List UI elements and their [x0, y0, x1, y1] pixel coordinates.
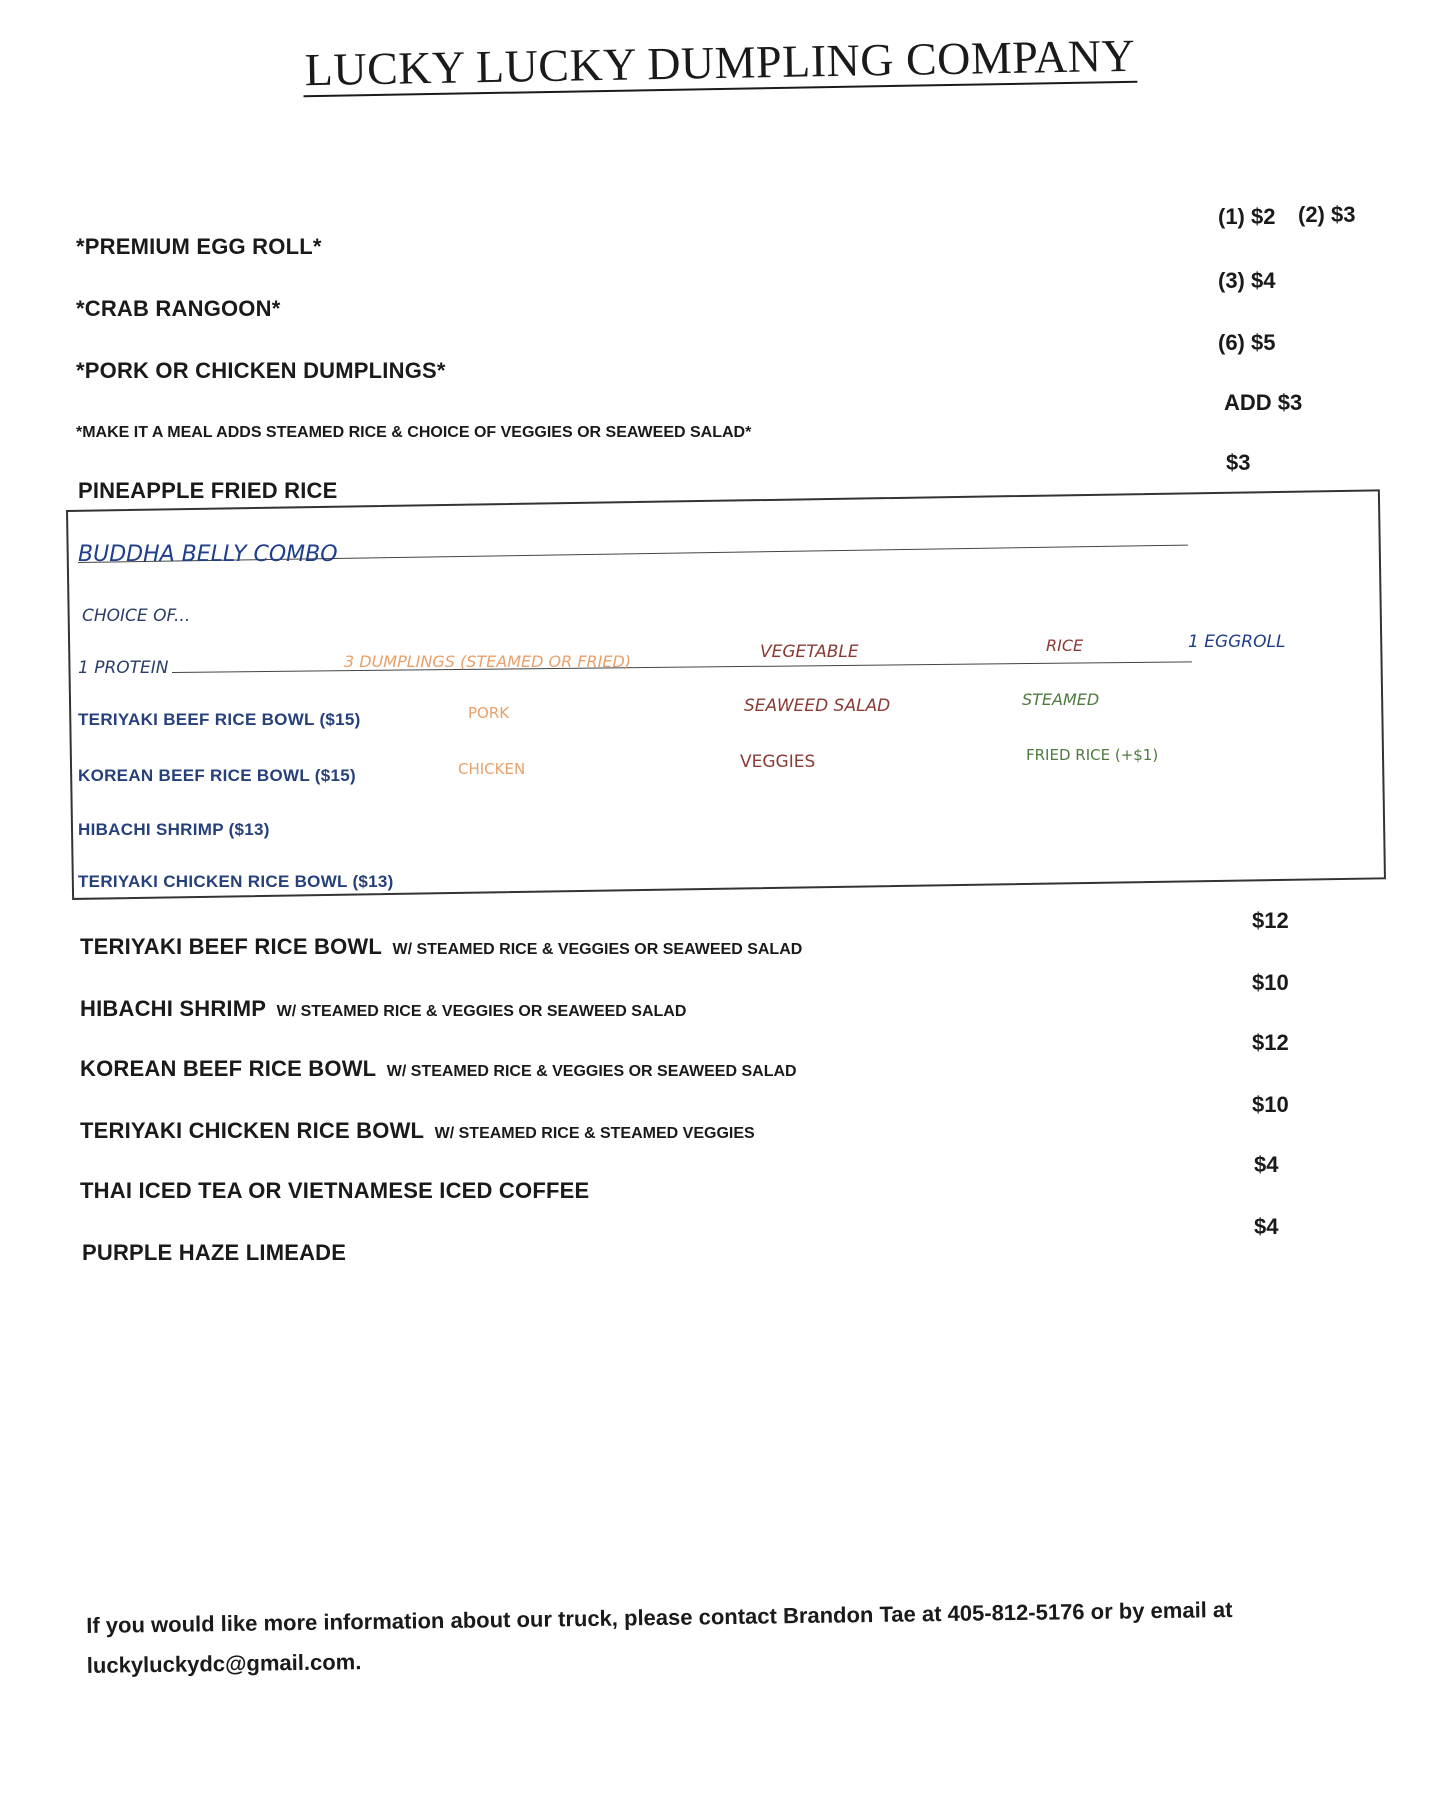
price-teriyaki-chicken: $10: [1252, 1092, 1289, 1117]
combo-protein-korean-beef: KOREAN BEEF RICE BOWL ($15): [78, 766, 356, 785]
item-name: TERIYAKI BEEF RICE BOWL: [80, 934, 383, 959]
combo-title: BUDDHA BELLY COMBO: [78, 542, 338, 567]
item-name: TERIYAKI CHICKEN RICE BOWL: [80, 1118, 425, 1143]
menu-title: [0, 23, 1440, 101]
combo-header-rice: RICE: [1046, 636, 1084, 655]
menu-item-egg-roll: *PREMIUM EGG ROLL*: [76, 234, 322, 259]
contact-line-1: If you would like more information about our truck, please contact Brandon Tae at 405-812-5176 or by email at: [86, 1596, 1233, 1638]
menu-title-text: LUCKY LUCKY DUMPLING COMPANY: [302, 30, 1137, 98]
price-1-eggroll: (1) $2: [1218, 204, 1276, 229]
item-desc: W/ STEAMED RICE & VEGGIES OR SEAWEED SALAD: [392, 941, 803, 958]
contact-footer: [86, 1589, 1327, 1686]
price-hibachi-shrimp: $10: [1252, 970, 1289, 995]
combo-dumpling-chicken: CHICKEN: [458, 760, 526, 778]
price-rangoon: (3) $4: [1218, 268, 1276, 293]
combo-rice-steamed: STEAMED: [1022, 690, 1100, 709]
menu-note-make-meal: *MAKE IT A MEAL ADDS STEAMED RICE & CHOICE OF VEGGIES OR SEAWEED SALAD*: [76, 424, 752, 441]
combo-protein-teriyaki-beef: TERIYAKI BEEF RICE BOWL ($15): [78, 710, 361, 729]
item-desc: W/ STEAMED RICE & STEAMED VEGGIES: [434, 1125, 755, 1142]
menu-item-pineapple-rice: PINEAPPLE FRIED RICE: [78, 478, 338, 503]
price-pineapple-rice: $3: [1226, 450, 1251, 475]
combo-protein-teriyaki-chicken: TERIYAKI CHICKEN RICE BOWL ($13): [78, 872, 394, 891]
menu-item-dumplings: *PORK OR CHICKEN DUMPLINGS*: [76, 358, 446, 383]
menu-item-hibachi-shrimp: [80, 996, 686, 1022]
combo-protein-hibachi-shrimp: HIBACHI SHRIMP ($13): [78, 820, 270, 839]
price-korean-beef: $12: [1252, 1030, 1289, 1055]
item-name: PURPLE HAZE LIMEADE: [82, 1240, 347, 1265]
price-limeade: $4: [1254, 1214, 1279, 1239]
price-iced-drinks: $4: [1254, 1152, 1279, 1177]
menu-item-iced-drinks: [80, 1178, 589, 1204]
menu-item-limeade: [82, 1240, 346, 1266]
menu-item-korean-beef: [80, 1056, 797, 1082]
combo-vegetable-veggies: VEGGIES: [740, 752, 816, 772]
price-2-eggroll: (2) $3: [1298, 202, 1356, 227]
combo-rice-fried: FRIED RICE (+$1): [1026, 746, 1159, 764]
item-name: HIBACHI SHRIMP: [80, 996, 267, 1021]
contact-email: luckyluckydc@gmail.com.: [86, 1649, 362, 1678]
combo-choice-of: CHOICE OF...: [82, 606, 191, 626]
combo-vegetable-seaweed: SEAWEED SALAD: [744, 696, 891, 716]
menu-item-crab-rangoon: *CRAB RANGOON*: [76, 296, 281, 321]
menu-item-teriyaki-chicken: [80, 1118, 755, 1144]
item-name: KOREAN BEEF RICE BOWL: [80, 1056, 377, 1081]
menu-item-teriyaki-beef: [80, 934, 802, 960]
combo-header-dumplings: 3 DUMPLINGS (STEAMED OR FRIED): [344, 652, 632, 671]
combo-dumpling-pork: PORK: [468, 704, 510, 722]
combo-header-protein: 1 PROTEIN: [78, 658, 169, 678]
combo-header-eggroll: 1 EGGROLL: [1188, 632, 1286, 652]
combo-header-vegetable: VEGETABLE: [760, 642, 859, 662]
price-dumplings: (6) $5: [1218, 330, 1276, 355]
price-teriyaki-beef: $12: [1252, 908, 1289, 933]
item-name: THAI ICED TEA OR VIETNAMESE ICED COFFEE: [80, 1178, 590, 1203]
item-desc: W/ STEAMED RICE & VEGGIES OR SEAWEED SALAD: [276, 1003, 687, 1020]
item-desc: W/ STEAMED RICE & VEGGIES OR SEAWEED SALAD: [386, 1063, 797, 1080]
price-make-meal: ADD $3: [1224, 390, 1303, 415]
